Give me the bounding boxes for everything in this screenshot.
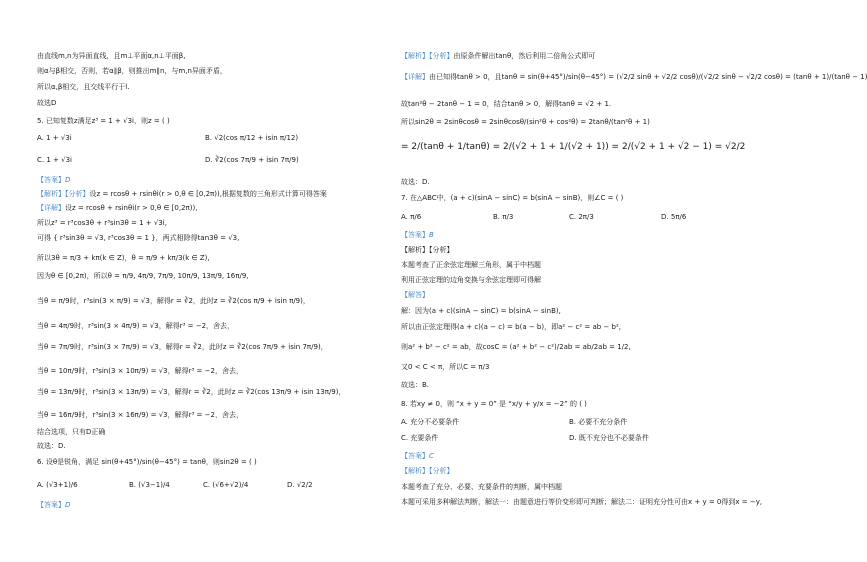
option-b: B. π/3 — [493, 213, 514, 221]
option-c: C. 充要条件 — [401, 434, 439, 442]
solution-line: 可得 { r³sin3θ = √3, r³cos3θ = 1 }，两式相除得tan3θ = √3, — [37, 234, 240, 242]
solution-line: 当θ = 16π/9时，r³sin(3 × 16π/9) = √3，解得r³ = −2，舍去， — [37, 411, 243, 419]
answer-value: B — [429, 231, 434, 239]
detail-text: 设z = rcosθ + rsinθi(r > 0,θ ∈ [0,2π)), — [65, 204, 198, 212]
answer-line — [401, 451, 434, 461]
detail-tag: 【详解】 — [37, 204, 65, 212]
question-6: 6. 设θ是锐角，满足 sin(θ+45°)/sin(θ−45°) = tanθ，则sin2θ = ( ) — [37, 458, 257, 466]
option-b: B. 必要不充分条件 — [569, 418, 628, 426]
solution-line: 当θ = 10π/9时，r³sin(3 × 10π/9) = √3，解得r³ = −2，舍去， — [37, 367, 243, 375]
option-d: D. 既不充分也不必要条件 — [569, 434, 649, 442]
option-d: D. 5π/6 — [661, 213, 687, 221]
answer-value: D — [65, 501, 71, 509]
option-a: A. 充分不必要条件 — [401, 418, 460, 426]
solution-line: 所以z³ = r³cos3θ + r³sin3θ = 1 + √3i, — [37, 219, 167, 227]
analysis-text: 设z = rcosθ + rsinθi(r > 0,θ ∈ [0,2π)),根据复数的三角形式计算可得答案 — [89, 190, 327, 198]
option-c: C. (√6+√2)/4 — [203, 481, 249, 489]
answer-line — [37, 500, 70, 510]
option-d: D. √2/2 — [287, 481, 313, 489]
solution-line: 当θ = 4π/9时，r³sin(3 × 4π/9) = √3，解得r³ = −2，舍去， — [37, 322, 235, 330]
option-c: C. 1 + √3i — [37, 156, 72, 164]
solution-line: = 2/(tanθ + 1/tanθ) = 2/(√2 + 1 + 1/(√2 + 1)) = 2/(√2 + 1 + √2 − 1) = √2/2 — [401, 142, 746, 152]
text-line: 所以α,β相交，且交线平行于l. — [37, 83, 130, 91]
answer-line — [401, 230, 434, 240]
solution-line: 因为θ ∈ [0,2π)，所以θ = π/9, 4π/9, 7π/9, 10π/9, 13π/9, 16π/9, — [37, 272, 249, 280]
question-8: 8. 若xy ≠ 0，则 “x + y = 0” 是 “x/y + y/x = −2” 的 ( ) — [401, 400, 587, 408]
solution-line: 当θ = 13π/9时，r³sin(3 × 13π/9) = √3，解得r = ∛2，此时z = ∛2(cos 13π/9 + isin 13π/9)， — [37, 388, 346, 396]
solution-line: 解：因为(a + c)(sinA − sinC) = b(sinA − sinB), — [401, 307, 561, 315]
solution-line: 故选：B. — [401, 381, 430, 389]
solution-tag: 【解答】 — [401, 291, 429, 299]
answer-tag: 【答案】 — [401, 231, 429, 239]
detail-tag: 【详解】 — [401, 73, 429, 81]
solution-line: 所以由正弦定理得(a + c)(a − c) = b(a − b)，即a² − c² = ab − b², — [401, 323, 622, 331]
answer-value: D — [65, 176, 71, 184]
solution-line: 故tan²θ − 2tanθ − 1 = 0，结合tanθ > 0，解得tanθ = √2 + 1. — [401, 100, 612, 108]
solution-line: 结合选项，只有D正确 — [37, 428, 106, 436]
text-line: 故选D — [37, 99, 57, 107]
answer-value: C — [429, 452, 434, 460]
solution-line: 当θ = 7π/9时，r³sin(3 × 7π/9) = √3，解得r = ∛2，此时z = ∛2(cos 7π/9 + isin 7π/9)， — [37, 343, 328, 351]
option-d: D. ∛2(cos 7π/9 + isin 7π/9) — [205, 156, 299, 164]
option-b: B. √2(cos π/12 + isin π/12) — [205, 134, 299, 142]
solution-line: 则a² + b² − c² = ab，故cosC = (a² + b² − c²)/2ab = ab/2ab = 1/2, — [401, 343, 631, 351]
text-line: 利用正弦定理的边角变换与余弦定理即可得解 — [401, 276, 541, 284]
analysis-tag: 【解析】【分析】 — [37, 190, 90, 198]
option-b: B. (√3−1)/4 — [129, 481, 170, 489]
detail-line — [401, 72, 867, 82]
analysis-text: 由原条件解出tanθ，然后利用二倍角公式即可 — [453, 52, 596, 60]
answer-line — [37, 175, 70, 185]
text-line: 本题考查了充分、必要、充要条件的判断，属中档题 — [401, 483, 562, 491]
text-line: 则α与β相交，否则，若α∥β，则推出m∥n，与m,n异面矛盾， — [37, 67, 227, 75]
option-a: A. (√3+1)/6 — [37, 481, 78, 489]
analysis-tag: 【解析】【分析】 — [401, 467, 454, 475]
solution-line: 所以sin2θ = 2sinθcosθ = 2sinθcosθ/(sin²θ + cos²θ) = 2tanθ/(tan²θ + 1) — [401, 118, 650, 126]
detail-text: 由已知得tanθ > 0，且tanθ = sin(θ+45°)/sin(θ−45°) = (√2/2 sinθ + √2/2 cosθ)/(√2/2 sinθ − √2/2 cosθ) = (tanθ + 1)/(tanθ − 1) — [429, 73, 867, 81]
detail-line — [37, 203, 197, 213]
answer-tag: 【答案】 — [37, 501, 65, 509]
solution-line: 故选：D. — [401, 178, 430, 186]
analysis-line — [37, 189, 327, 199]
solution-line: 当θ = π/9时，r³sin(3 × π/9) = √3，解得r = ∛2，此时z = ∛2(cos π/9 + isin π/9)， — [37, 297, 310, 305]
solution-line: 又0 < C < π，所以C = π/3 — [401, 363, 490, 371]
question-7: 7. 在△ABC中，(a + c)(sinA − sinC) = b(sinA − sinB)，则∠C = ( ) — [401, 194, 624, 202]
option-a: A. π/6 — [401, 213, 422, 221]
answer-tag: 【答案】 — [37, 176, 65, 184]
text-line: 本题考查了正余弦定理解三角形，属于中档题 — [401, 261, 541, 269]
answer-tag: 【答案】 — [401, 452, 429, 460]
question-5: 5. 已知复数z满足z³ = 1 + √3i，则z = ( ) — [37, 117, 170, 125]
solution-line: 所以3θ = π/3 + kπ(k ∈ Z)，θ = π/9 + kπ/3(k ∈ Z), — [37, 254, 210, 262]
analysis-tag: 【解析】【分析】 — [401, 52, 454, 60]
text-line: 由直线m,n为异面直线，且m⊥平面α,n⊥平面β, — [37, 52, 186, 60]
text-line: 本题可采用多种解法判断，解法一：由题意进行等价变形即可判断；解法二：证明充分性可由x + y = 0得到x = −y, — [401, 498, 763, 506]
analysis-line: 【解析】【分析】 — [401, 246, 454, 254]
solution-line: 故选：D. — [37, 442, 66, 450]
analysis-line — [401, 51, 595, 61]
option-c: C. 2π/3 — [569, 213, 594, 221]
option-a: A. 1 + √3i — [37, 134, 72, 142]
